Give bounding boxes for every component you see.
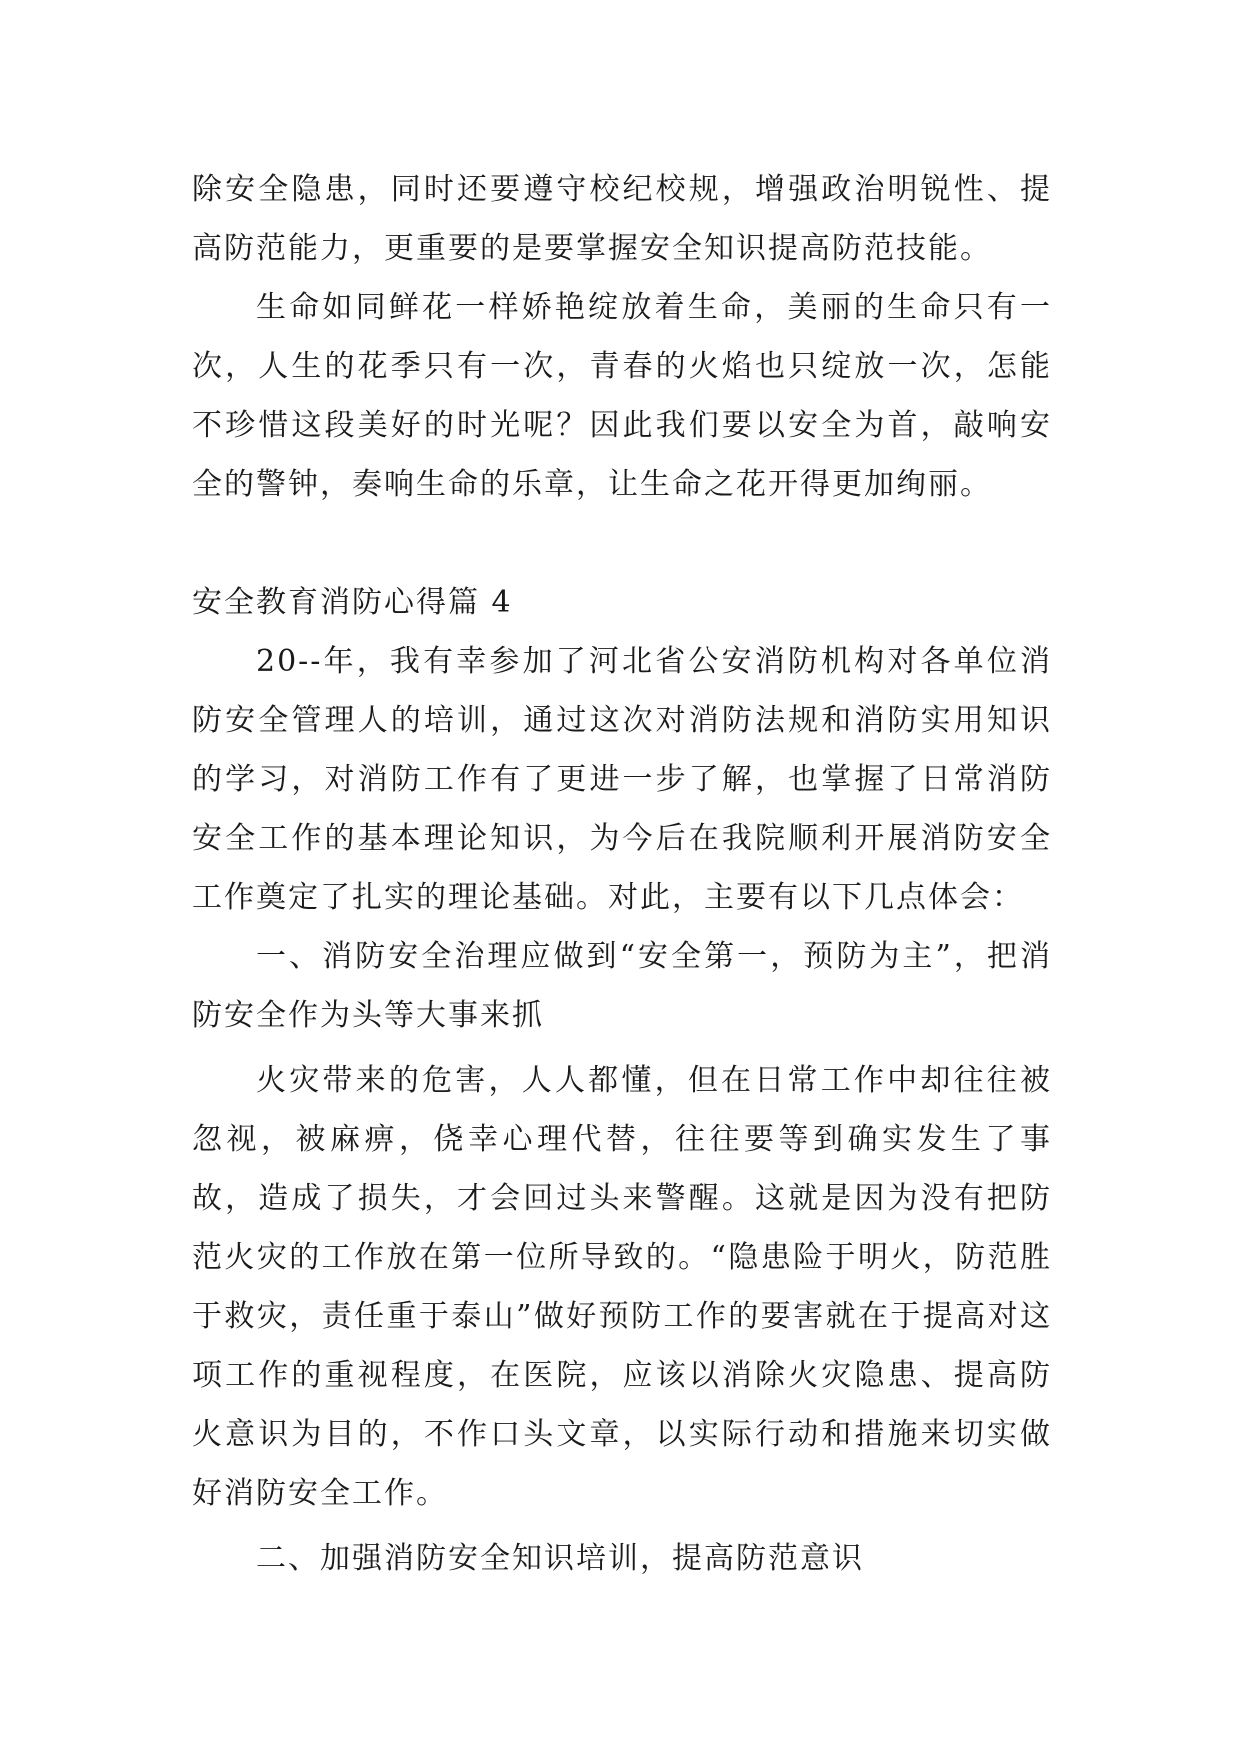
section-paragraph-point-one: 一、消防安全治理应做到“安全第一，预防为主”，把消防安全作为头等大事来抓 [192, 939, 1052, 1033]
section-paragraph-fire-hazard: 火灾带来的危害，人人都懂，但在日常工作中却往往被忽视，被麻痹，侥幸心理代替，往往要等到确实发生了事故，造成了损失，才会回过头来警醒。这就是因为没有把防范火灾的工作放在第一位所导致的。“隐患险于明火，防范胜于救灾，责任重于泰山”做好预防工作的要害就在于提高对这项工作的重视程度，在医院，应该以消除火灾隐患、提高防火意识为目的，不作口头文章，以实际行动和措施来切实做好消防安全工作。 [192, 1063, 1052, 1511]
section-paragraph-intro: 20--年，我有幸参加了河北省公安消防机构对各单位消防安全管理人的培训，通过这次对消防法规和消防实用知识的学习，对消防工作有了更进一步了解，也掌握了日常消防安全工作的基本理论知识，为今后在我院顺利开展消防安全工作奠定了扎实的理论基础。对此，主要有以下几点体会： [192, 644, 1052, 915]
document-body [192, 160, 1052, 1588]
section-heading: 安全教育消防心得篇 4 [192, 585, 513, 620]
body-paragraph-life: 生命如同鲜花一样娇艳绽放着生命，美丽的生命只有一次，人生的花季只有一次，青春的火焰也只绽放一次，怎能不珍惜这段美好的时光呢？因此我们要以安全为首，敲响安全的警钟，奏响生命的乐章，让生命之花开得更加绚丽。 [192, 290, 1052, 502]
section-paragraph-point-two: 二、加强消防安全知识培训，提高防范意识 [256, 1541, 864, 1576]
body-paragraph-continuation: 除安全隐患，同时还要遵守校纪校规，增强政治明锐性、提高防范能力，更重要的是要掌握安全知识提高防范技能。 [192, 172, 1052, 266]
